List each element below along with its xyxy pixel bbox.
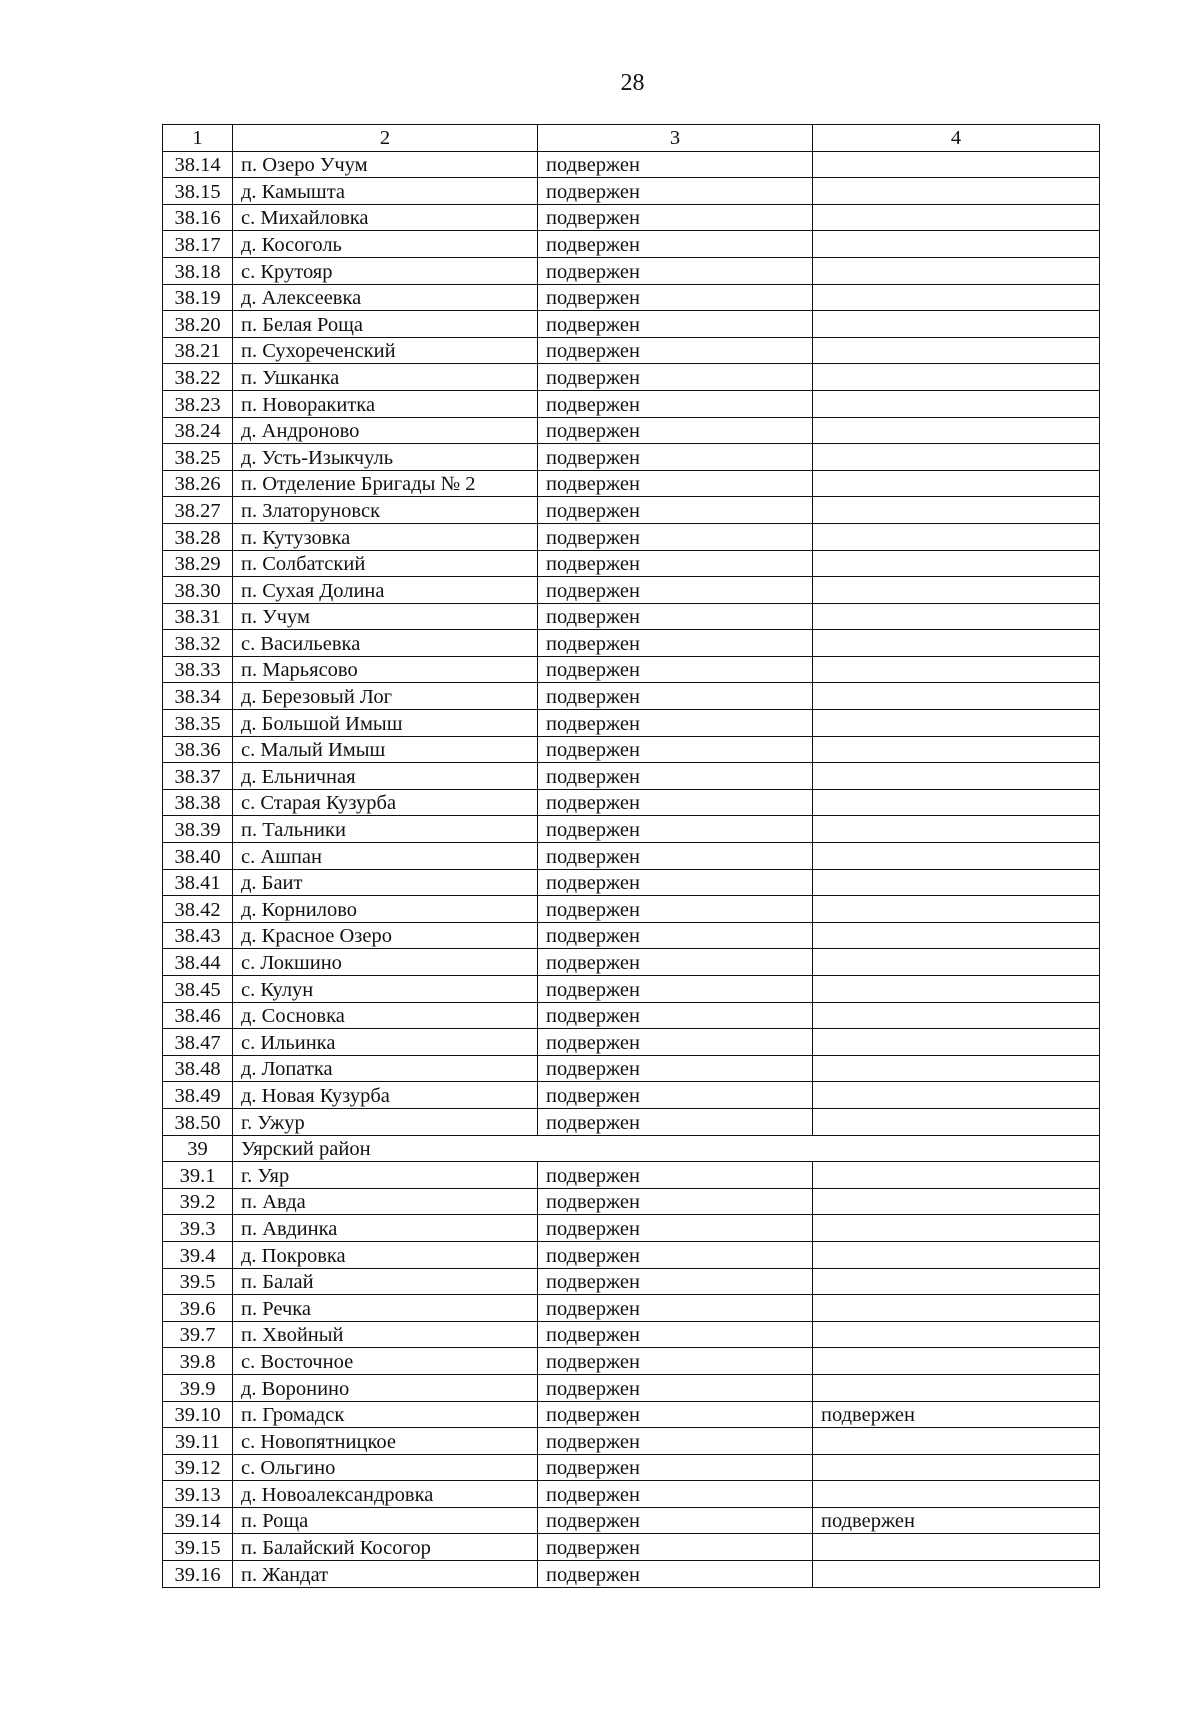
- table-body: [163, 125, 1100, 1588]
- table-row: [163, 1055, 1100, 1082]
- column-4-value: [813, 523, 1100, 550]
- table-row: [163, 1082, 1100, 1109]
- column-4-value: [813, 683, 1100, 710]
- row-number: 39.8: [163, 1348, 233, 1375]
- settlement-name: с. Ильинка: [233, 1029, 538, 1056]
- settlement-name: д. Косоголь: [233, 231, 538, 258]
- settlement-name: п. Златоруновск: [233, 497, 538, 524]
- section-number: 39: [163, 1135, 233, 1162]
- column-4-value: [813, 1215, 1100, 1242]
- row-number: 39.2: [163, 1188, 233, 1215]
- table-row: [163, 1481, 1100, 1508]
- table-row: [163, 1029, 1100, 1056]
- table-row: [163, 603, 1100, 630]
- table-row: [163, 1348, 1100, 1375]
- column-4-value: [813, 656, 1100, 683]
- settlement-name: д. Новая Кузурба: [233, 1082, 538, 1109]
- column-4-value: [813, 1082, 1100, 1109]
- settlement-name: с. Крутояр: [233, 257, 538, 284]
- settlement-name: д. Усть-Изыкчуль: [233, 444, 538, 471]
- table-row: [163, 1295, 1100, 1322]
- table-row: [163, 231, 1100, 258]
- row-number: 38.39: [163, 816, 233, 843]
- table-row: [163, 1374, 1100, 1401]
- row-number: 38.14: [163, 151, 233, 178]
- row-number: 38.30: [163, 577, 233, 604]
- settlement-name: п. Учум: [233, 603, 538, 630]
- settlement-name: п. Марьясово: [233, 656, 538, 683]
- column-3-value: подвержен: [538, 337, 813, 364]
- table-row: [163, 151, 1100, 178]
- column-3-value: подвержен: [538, 231, 813, 258]
- column-4-value: [813, 789, 1100, 816]
- table-row: [163, 417, 1100, 444]
- column-4-value: [813, 603, 1100, 630]
- column-3-value: подвержен: [538, 710, 813, 737]
- row-number: 39.3: [163, 1215, 233, 1242]
- settlement-name: д. Ельничная: [233, 763, 538, 790]
- row-number: 38.49: [163, 1082, 233, 1109]
- column-3-value: подвержен: [538, 1002, 813, 1029]
- table-row: [163, 1561, 1100, 1588]
- settlement-name: п. Тальники: [233, 816, 538, 843]
- column-4-value: [813, 1002, 1100, 1029]
- settlement-name: с. Новопятницкое: [233, 1428, 538, 1455]
- column-4-value: [813, 869, 1100, 896]
- table-row: [163, 550, 1100, 577]
- settlement-name: с. Михайловка: [233, 204, 538, 231]
- settlement-name: п. Роща: [233, 1507, 538, 1534]
- section-row: [163, 1135, 1100, 1162]
- column-3-value: подвержен: [538, 1454, 813, 1481]
- settlement-name: д. Новоалександровка: [233, 1481, 538, 1508]
- column-3-value: подвержен: [538, 843, 813, 870]
- row-number: 39.10: [163, 1401, 233, 1428]
- settlement-name: п. Громадск: [233, 1401, 538, 1428]
- row-number: 38.16: [163, 204, 233, 231]
- row-number: 39.13: [163, 1481, 233, 1508]
- column-4-value: [813, 1534, 1100, 1561]
- column-3-value: подвержен: [538, 151, 813, 178]
- row-number: 38.24: [163, 417, 233, 444]
- table-row: [163, 337, 1100, 364]
- table-row: [163, 1162, 1100, 1189]
- column-4-value: [813, 364, 1100, 391]
- column-4-value: [813, 337, 1100, 364]
- column-4-value: [813, 1374, 1100, 1401]
- row-number: 39.6: [163, 1295, 233, 1322]
- column-4-value: [813, 444, 1100, 471]
- row-number: 38.43: [163, 922, 233, 949]
- settlement-name: д. Корнилово: [233, 896, 538, 923]
- settlement-name: д. Красное Озеро: [233, 922, 538, 949]
- column-4-value: [813, 1029, 1100, 1056]
- table-row: [163, 949, 1100, 976]
- column-3-value: подвержен: [538, 603, 813, 630]
- table-row: [163, 497, 1100, 524]
- row-number: 38.17: [163, 231, 233, 258]
- column-3-value: подвержен: [538, 1082, 813, 1109]
- settlement-name: д. Баит: [233, 869, 538, 896]
- settlement-name: г. Уяр: [233, 1162, 538, 1189]
- column-4-value: [813, 976, 1100, 1003]
- column-4-value: [813, 1108, 1100, 1135]
- row-number: 39.1: [163, 1162, 233, 1189]
- row-number: 38.42: [163, 896, 233, 923]
- column-3-value: подвержен: [538, 390, 813, 417]
- column-4-value: [813, 151, 1100, 178]
- row-number: 38.25: [163, 444, 233, 471]
- table-row: [163, 178, 1100, 205]
- column-4-value: [813, 1454, 1100, 1481]
- column-4-value: [813, 922, 1100, 949]
- column-3-value: подвержен: [538, 1188, 813, 1215]
- table-row: [163, 683, 1100, 710]
- row-number: 38.21: [163, 337, 233, 364]
- column-3-value: подвержен: [538, 497, 813, 524]
- column-3-value: подвержен: [538, 311, 813, 338]
- column-4-value: [813, 763, 1100, 790]
- settlement-name: с. Малый Имыш: [233, 736, 538, 763]
- row-number: 39.7: [163, 1321, 233, 1348]
- settlement-name: д. Камышта: [233, 178, 538, 205]
- table-row: [163, 390, 1100, 417]
- settlement-name: п. Жандат: [233, 1561, 538, 1588]
- column-4-value: [813, 1561, 1100, 1588]
- column-4-value: подвержен: [813, 1401, 1100, 1428]
- settlement-name: п. Авда: [233, 1188, 538, 1215]
- table-row: [163, 470, 1100, 497]
- column-3-value: подвержен: [538, 1241, 813, 1268]
- table-row: [163, 1002, 1100, 1029]
- settlement-name: с. Старая Кузурба: [233, 789, 538, 816]
- settlement-name: с. Ольгино: [233, 1454, 538, 1481]
- column-3-value: подвержен: [538, 763, 813, 790]
- row-number: 39.12: [163, 1454, 233, 1481]
- table-row: [163, 976, 1100, 1003]
- table-row: [163, 1401, 1100, 1428]
- column-3-value: подвержен: [538, 1428, 813, 1455]
- column-4-value: подвержен: [813, 1507, 1100, 1534]
- row-number: 39.14: [163, 1507, 233, 1534]
- settlement-name: с. Локшино: [233, 949, 538, 976]
- column-3-value: подвержен: [538, 869, 813, 896]
- settlement-name: д. Березовый Лог: [233, 683, 538, 710]
- settlement-name: д. Покровка: [233, 1241, 538, 1268]
- settlement-name: д. Сосновка: [233, 1002, 538, 1029]
- settlement-name: г. Ужур: [233, 1108, 538, 1135]
- row-number: 38.47: [163, 1029, 233, 1056]
- column-3-value: подвержен: [538, 204, 813, 231]
- column-4-value: [813, 949, 1100, 976]
- section-title: Уярский район: [233, 1135, 1100, 1162]
- column-4-value: [813, 178, 1100, 205]
- row-number: 38.46: [163, 1002, 233, 1029]
- column-4-value: [813, 630, 1100, 657]
- column-4-value: [813, 1428, 1100, 1455]
- table-row: [163, 1507, 1100, 1534]
- column-4-value: [813, 284, 1100, 311]
- column-4-value: [813, 1321, 1100, 1348]
- row-number: 38.29: [163, 550, 233, 577]
- settlement-name: п. Балай: [233, 1268, 538, 1295]
- column-3-value: подвержен: [538, 683, 813, 710]
- column-3-value: подвержен: [538, 1268, 813, 1295]
- row-number: 38.28: [163, 523, 233, 550]
- column-3-value: подвержен: [538, 284, 813, 311]
- column-3-value: подвержен: [538, 789, 813, 816]
- column-3-value: подвержен: [538, 470, 813, 497]
- table-row: [163, 922, 1100, 949]
- column-4-value: [813, 1295, 1100, 1322]
- settlement-name: д. Алексеевка: [233, 284, 538, 311]
- column-4-value: [813, 257, 1100, 284]
- table-row: [163, 284, 1100, 311]
- table-row: [163, 763, 1100, 790]
- page-number: 28: [620, 70, 645, 96]
- column-3-value: подвержен: [538, 1374, 813, 1401]
- column-3-value: подвержен: [538, 1055, 813, 1082]
- table-row: [163, 869, 1100, 896]
- table-header-row: [163, 125, 1100, 152]
- row-number: 39.15: [163, 1534, 233, 1561]
- table-row: [163, 204, 1100, 231]
- row-number: 39.11: [163, 1428, 233, 1455]
- settlement-name: д. Воронино: [233, 1374, 538, 1401]
- column-3-value: подвержен: [538, 1401, 813, 1428]
- column-3-value: подвержен: [538, 1108, 813, 1135]
- table-row: [163, 1268, 1100, 1295]
- table-row: [163, 736, 1100, 763]
- row-number: 38.48: [163, 1055, 233, 1082]
- settlement-name: п. Озеро Учум: [233, 151, 538, 178]
- column-3-value: подвержен: [538, 922, 813, 949]
- column-3-value: подвержен: [538, 1507, 813, 1534]
- table-row: [163, 1321, 1100, 1348]
- settlement-name: п. Балайский Косогор: [233, 1534, 538, 1561]
- row-number: 38.44: [163, 949, 233, 976]
- settlements-table: [162, 124, 1100, 1588]
- table-row: [163, 444, 1100, 471]
- column-3-value: подвержен: [538, 364, 813, 391]
- column-4-value: [813, 1481, 1100, 1508]
- column-3-value: подвержен: [538, 630, 813, 657]
- column-header-2: 2: [233, 125, 538, 152]
- column-header-4: 4: [813, 125, 1100, 152]
- column-3-value: подвержен: [538, 178, 813, 205]
- row-number: 39.5: [163, 1268, 233, 1295]
- column-3-value: подвержен: [538, 976, 813, 1003]
- column-3-value: подвержен: [538, 1029, 813, 1056]
- row-number: 38.34: [163, 683, 233, 710]
- table-row: [163, 789, 1100, 816]
- column-4-value: [813, 1055, 1100, 1082]
- table-row: [163, 257, 1100, 284]
- column-4-value: [813, 1241, 1100, 1268]
- row-number: 38.15: [163, 178, 233, 205]
- column-3-value: подвержен: [538, 1215, 813, 1242]
- row-number: 39.16: [163, 1561, 233, 1588]
- column-header-3: 3: [538, 125, 813, 152]
- row-number: 38.37: [163, 763, 233, 790]
- table-row: [163, 364, 1100, 391]
- settlement-name: д. Андроново: [233, 417, 538, 444]
- settlement-name: с. Васильевка: [233, 630, 538, 657]
- row-number: 38.33: [163, 656, 233, 683]
- column-4-value: [813, 710, 1100, 737]
- row-number: 38.26: [163, 470, 233, 497]
- table-row: [163, 1215, 1100, 1242]
- column-3-value: подвержен: [538, 949, 813, 976]
- column-4-value: [813, 470, 1100, 497]
- table-row: [163, 816, 1100, 843]
- settlement-name: п. Солбатский: [233, 550, 538, 577]
- row-number: 38.50: [163, 1108, 233, 1135]
- settlement-name: п. Ушканка: [233, 364, 538, 391]
- column-3-value: подвержен: [538, 1561, 813, 1588]
- row-number: 38.20: [163, 311, 233, 338]
- settlement-name: п. Речка: [233, 1295, 538, 1322]
- column-3-value: подвержен: [538, 656, 813, 683]
- column-3-value: подвержен: [538, 523, 813, 550]
- row-number: 38.45: [163, 976, 233, 1003]
- column-4-value: [813, 204, 1100, 231]
- row-number: 38.35: [163, 710, 233, 737]
- settlement-name: д. Лопатка: [233, 1055, 538, 1082]
- row-number: 38.32: [163, 630, 233, 657]
- column-3-value: подвержен: [538, 1295, 813, 1322]
- settlement-name: п. Новоракитка: [233, 390, 538, 417]
- column-3-value: подвержен: [538, 577, 813, 604]
- column-4-value: [813, 896, 1100, 923]
- column-4-value: [813, 1162, 1100, 1189]
- column-4-value: [813, 231, 1100, 258]
- table-row: [163, 523, 1100, 550]
- table-row: [163, 1241, 1100, 1268]
- settlement-name: п. Белая Роща: [233, 311, 538, 338]
- column-4-value: [813, 736, 1100, 763]
- column-4-value: [813, 577, 1100, 604]
- column-3-value: подвержен: [538, 550, 813, 577]
- column-3-value: подвержен: [538, 444, 813, 471]
- settlement-name: д. Большой Имыш: [233, 710, 538, 737]
- column-3-value: подвержен: [538, 1321, 813, 1348]
- table-row: [163, 843, 1100, 870]
- table-row: [163, 656, 1100, 683]
- table-row: [163, 1428, 1100, 1455]
- column-3-value: подвержен: [538, 896, 813, 923]
- row-number: 38.38: [163, 789, 233, 816]
- settlement-name: п. Авдинка: [233, 1215, 538, 1242]
- table-row: [163, 1534, 1100, 1561]
- column-4-value: [813, 311, 1100, 338]
- settlement-name: с. Восточное: [233, 1348, 538, 1375]
- column-3-value: подвержен: [538, 257, 813, 284]
- settlement-name: п. Отделение Бригады № 2: [233, 470, 538, 497]
- row-number: 38.27: [163, 497, 233, 524]
- table-row: [163, 1188, 1100, 1215]
- table-row: [163, 311, 1100, 338]
- column-3-value: подвержен: [538, 1534, 813, 1561]
- row-number: 39.9: [163, 1374, 233, 1401]
- column-4-value: [813, 1268, 1100, 1295]
- column-4-value: [813, 1348, 1100, 1375]
- column-4-value: [813, 816, 1100, 843]
- table-row: [163, 896, 1100, 923]
- table-row: [163, 1454, 1100, 1481]
- column-4-value: [813, 390, 1100, 417]
- settlement-name: п. Кутузовка: [233, 523, 538, 550]
- row-number: 39.4: [163, 1241, 233, 1268]
- settlement-name: п. Сухореченский: [233, 337, 538, 364]
- table-row: [163, 577, 1100, 604]
- table-row: [163, 1108, 1100, 1135]
- column-4-value: [813, 417, 1100, 444]
- column-3-value: подвержен: [538, 1348, 813, 1375]
- table-row: [163, 710, 1100, 737]
- settlement-name: п. Хвойный: [233, 1321, 538, 1348]
- row-number: 38.22: [163, 364, 233, 391]
- column-3-value: подвержен: [538, 417, 813, 444]
- table-row: [163, 630, 1100, 657]
- row-number: 38.19: [163, 284, 233, 311]
- column-4-value: [813, 497, 1100, 524]
- settlement-name: с. Кулун: [233, 976, 538, 1003]
- row-number: 38.41: [163, 869, 233, 896]
- row-number: 38.31: [163, 603, 233, 630]
- column-4-value: [813, 843, 1100, 870]
- column-3-value: подвержен: [538, 1162, 813, 1189]
- row-number: 38.18: [163, 257, 233, 284]
- column-3-value: подвержен: [538, 1481, 813, 1508]
- column-header-1: 1: [163, 125, 233, 152]
- row-number: 38.40: [163, 843, 233, 870]
- row-number: 38.23: [163, 390, 233, 417]
- column-3-value: подвержен: [538, 736, 813, 763]
- settlement-name: п. Сухая Долина: [233, 577, 538, 604]
- column-3-value: подвержен: [538, 816, 813, 843]
- row-number: 38.36: [163, 736, 233, 763]
- settlement-name: с. Ашпан: [233, 843, 538, 870]
- column-4-value: [813, 1188, 1100, 1215]
- column-4-value: [813, 550, 1100, 577]
